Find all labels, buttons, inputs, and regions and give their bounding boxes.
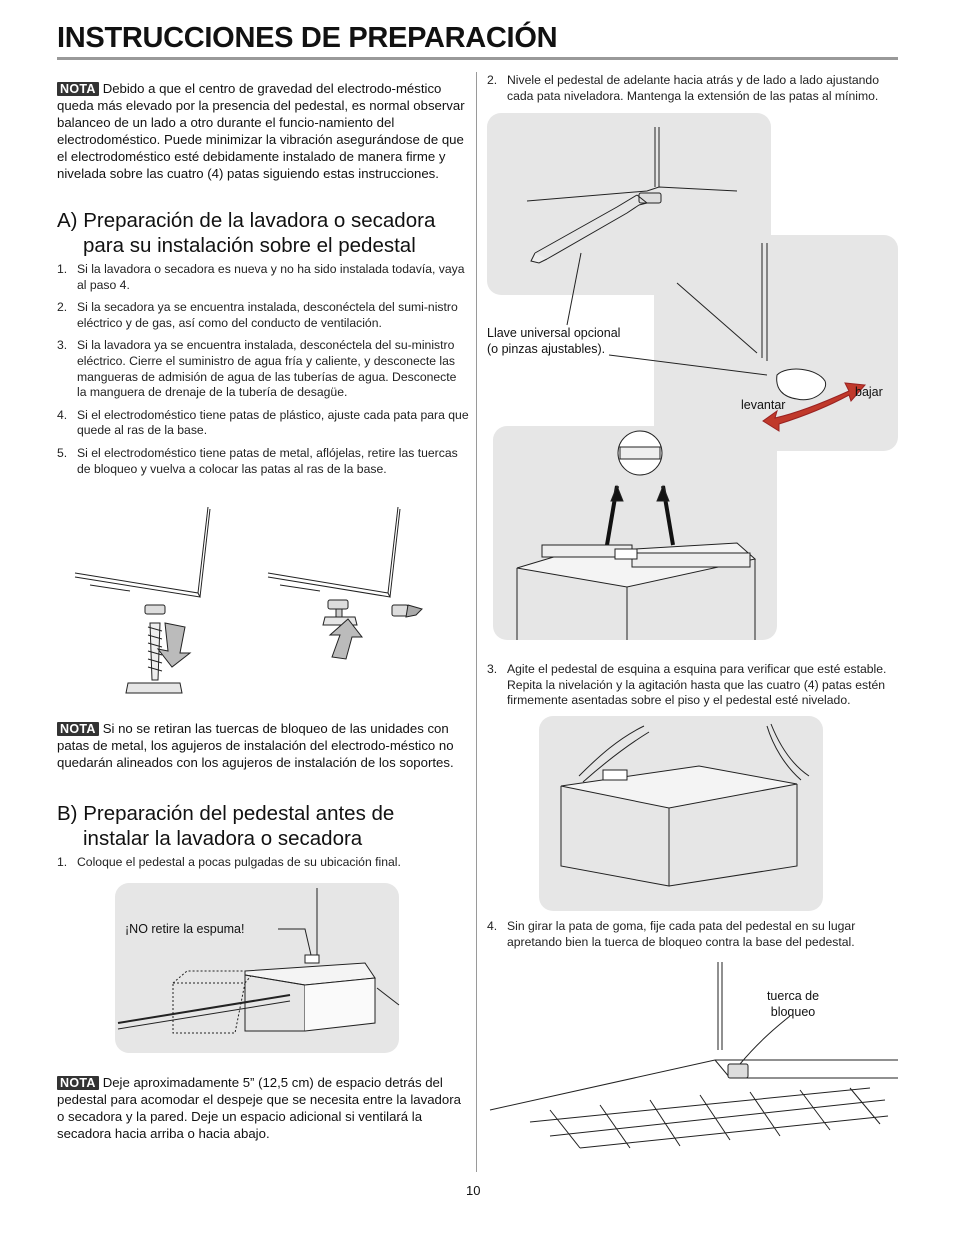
locknut-label: tuerca de bloqueo (766, 989, 820, 1019)
note-2 (57, 720, 469, 771)
nota-badge: NOTA (57, 1076, 99, 1090)
section-b-heading-line2: instalar la lavadora o secadora (83, 827, 363, 850)
note-3-text: Deje aproximadamente 5” (12,5 cm) de espacio detrás del pedestal para acomodar el despeje que se necesita entre la lavadora o secadora y la pared. Deje un espacio adicional si ventilará la secadora hacia arriba o hacia abajo. (57, 1075, 461, 1141)
list-item: 4. Sin girar la pata de goma, fije cada pata del pedestal en su lugar apretando bien la tuerca de bloqueo contra la base del pedestal. (487, 919, 856, 949)
pedestal-placement-illustration (115, 883, 399, 1053)
leveling-illustration (487, 113, 899, 643)
list-item: 3. Agite el pedestal de esquina a esquina para verificar que esté estable. Repita la nivelación y la agitación hasta que las cuatro (4) patas estén firmemente asentadas sobre el piso y el pedestal esté nivelado. (487, 662, 887, 708)
nota-badge: NOTA (57, 82, 99, 96)
section-b-heading-line1: B) Preparación del pedestal antes de (57, 802, 395, 825)
note-1 (57, 80, 469, 182)
section-b-heading (57, 801, 477, 851)
list-item: 3. Si la lavadora ya se encuentra instalada, desconéctela del su-ministro eléctrico. Cierre el suministro de agua fría y caliente, y desconecte las mangueras de admisión de agua de las tuberías de agua. Desconecte la manguera de drenaje de la tubería de desagüe. (57, 338, 457, 400)
title-rule (57, 57, 898, 60)
list-item: 2. Nivele el pedestal de adelante hacia atrás y de lado a lado ajustando cada pata niveladora. Mantenga la extensión de las patas al mínimo. (487, 73, 879, 103)
leg-removal-illustration (70, 505, 430, 705)
list-item: 2. Si la secadora ya se encuentra instalada, desconéctela del sumi-nistro eléctrico y de gas, así como del conducto de ventilación. (57, 300, 458, 330)
step-3 (487, 662, 899, 716)
section-a-heading (57, 208, 477, 258)
section-a-heading-line2: para su instalación sobre el pedestal (83, 234, 416, 257)
note-3 (57, 1074, 469, 1142)
note-1-text: Debido a que el centro de gravedad del electrodo-méstico queda más elevado por la presencia del pedestal, es normal observar balanceo de un lado a otro durante el funcio-namiento del electrodoméstico. Puede minimizar la vibración asegurándose de que el electrodoméstico esté debidamente instalado de manera firme y nivelada sobre las cuatro (4) patas siguiendo estas instrucciones. (57, 81, 465, 181)
locknut-illustration (490, 960, 898, 1150)
foam-label: ¡NO retire la espuma! (125, 922, 245, 936)
wrench-label: Llave universal opcional (o pinzas ajustables). (487, 326, 621, 356)
lower-label: bajar (855, 385, 883, 399)
step-2 (487, 73, 899, 111)
note-2-text: Si no se retiran las tuercas de bloqueo de las unidades con patas de metal, los agujeros de instalación del electrodo-méstico no quedarán alineados con los agujeros de instalación de los soportes. (57, 721, 454, 770)
rocking-illustration (539, 716, 823, 911)
raise-label: levantar (741, 398, 786, 412)
list-item: 5. Si el electrodoméstico tiene patas de metal, aflójelas, retire las tuercas de bloqueo y vuelva a colocar las patas al ras de la base. (57, 445, 458, 476)
section-a-heading-line1: A) Preparación de la lavadora o secadora (57, 209, 436, 232)
nota-badge: NOTA (57, 722, 99, 736)
step-4 (487, 919, 899, 957)
list-item: 1. Coloque el pedestal a pocas pulgadas de su ubicación final. (57, 855, 401, 869)
page-number: 10 (466, 1183, 481, 1198)
list-item: 4. Si el electrodoméstico tiene patas de plástico, ajuste cada pata para que quede al ras de la base. (57, 407, 469, 438)
section-b-steps (57, 855, 469, 878)
page-title: INSTRUCCIONES DE PREPARACIÓN (57, 22, 558, 54)
section-a-steps (57, 262, 469, 484)
list-item: 1. Si la lavadora o secadora es nueva y no ha sido instalada todavía, vaya al paso 4. (57, 262, 465, 292)
